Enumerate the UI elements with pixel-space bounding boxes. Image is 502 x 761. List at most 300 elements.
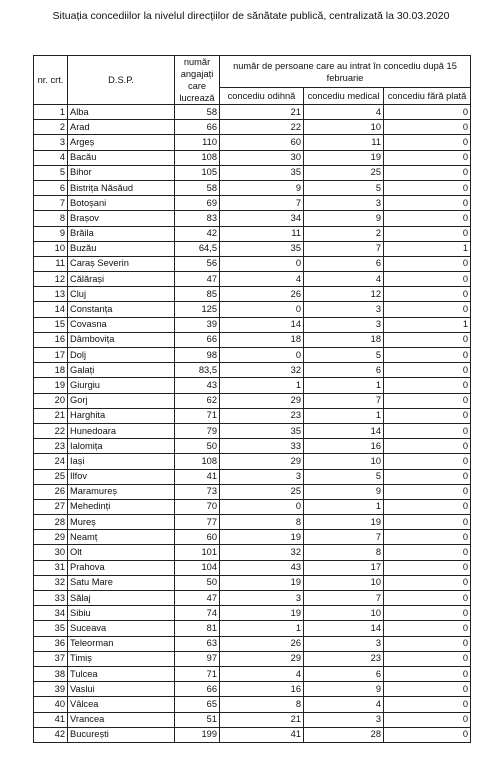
cell-dsp: Olt <box>68 545 175 560</box>
cell-medical-leave: 10 <box>304 575 384 590</box>
cell-nr: 40 <box>34 697 68 712</box>
cell-medical-leave: 1 <box>304 408 384 423</box>
table-row <box>34 636 471 651</box>
cell-rest-leave: 22 <box>220 120 304 135</box>
cell-dsp: Sălaj <box>68 591 175 606</box>
header-medical-leave: concediu medical <box>304 88 384 105</box>
cell-employees: 71 <box>175 666 220 681</box>
cell-dsp: Iași <box>68 454 175 469</box>
cell-nr: 4 <box>34 150 68 165</box>
table-row <box>34 317 471 332</box>
table-row <box>34 591 471 606</box>
cell-medical-leave: 11 <box>304 135 384 150</box>
table-row <box>34 378 471 393</box>
cell-unpaid-leave: 0 <box>384 287 471 302</box>
cell-dsp: Buzău <box>68 241 175 256</box>
cell-unpaid-leave: 0 <box>384 256 471 271</box>
cell-dsp: Mureș <box>68 515 175 530</box>
cell-employees: 105 <box>175 165 220 180</box>
cell-employees: 39 <box>175 317 220 332</box>
cell-unpaid-leave: 0 <box>384 530 471 545</box>
cell-employees: 51 <box>175 712 220 727</box>
cell-unpaid-leave: 0 <box>384 515 471 530</box>
cell-employees: 81 <box>175 621 220 636</box>
cell-unpaid-leave: 0 <box>384 469 471 484</box>
cell-medical-leave: 9 <box>304 484 384 499</box>
cell-unpaid-leave: 0 <box>384 363 471 378</box>
cell-nr: 19 <box>34 378 68 393</box>
cell-unpaid-leave: 0 <box>384 712 471 727</box>
cell-unpaid-leave: 0 <box>384 332 471 347</box>
table-row <box>34 423 471 438</box>
cell-dsp: Alba <box>68 105 175 120</box>
table-row <box>34 439 471 454</box>
cell-medical-leave: 3 <box>304 636 384 651</box>
table-row <box>34 621 471 636</box>
cell-medical-leave: 7 <box>304 393 384 408</box>
table-row <box>34 454 471 469</box>
cell-dsp: Covasna <box>68 317 175 332</box>
cell-rest-leave: 60 <box>220 135 304 150</box>
cell-nr: 42 <box>34 727 68 742</box>
cell-medical-leave: 28 <box>304 727 384 742</box>
cell-rest-leave: 3 <box>220 591 304 606</box>
cell-rest-leave: 0 <box>220 348 304 363</box>
cell-medical-leave: 14 <box>304 423 384 438</box>
cell-rest-leave: 35 <box>220 165 304 180</box>
table-body <box>34 105 471 743</box>
cell-nr: 8 <box>34 211 68 226</box>
cell-dsp: Bacău <box>68 150 175 165</box>
cell-dsp: Argeș <box>68 135 175 150</box>
cell-medical-leave: 17 <box>304 560 384 575</box>
cell-dsp: Vâlcea <box>68 697 175 712</box>
cell-unpaid-leave: 0 <box>384 499 471 514</box>
cell-medical-leave: 7 <box>304 530 384 545</box>
header-rest-leave: concediu odihnă <box>220 88 304 105</box>
cell-rest-leave: 0 <box>220 256 304 271</box>
cell-dsp: Caraș Severin <box>68 256 175 271</box>
cell-nr: 38 <box>34 666 68 681</box>
cell-employees: 101 <box>175 545 220 560</box>
table-row <box>34 196 471 211</box>
cell-medical-leave: 7 <box>304 241 384 256</box>
cell-employees: 62 <box>175 393 220 408</box>
cell-unpaid-leave: 0 <box>384 165 471 180</box>
cell-unpaid-leave: 0 <box>384 697 471 712</box>
cell-unpaid-leave: 0 <box>384 484 471 499</box>
cell-nr: 31 <box>34 560 68 575</box>
cell-unpaid-leave: 0 <box>384 196 471 211</box>
cell-medical-leave: 2 <box>304 226 384 241</box>
table-row <box>34 666 471 681</box>
cell-dsp: Bihor <box>68 165 175 180</box>
cell-dsp: București <box>68 727 175 742</box>
cell-rest-leave: 16 <box>220 682 304 697</box>
cell-dsp: Hunedoara <box>68 423 175 438</box>
cell-medical-leave: 1 <box>304 378 384 393</box>
cell-unpaid-leave: 0 <box>384 575 471 590</box>
cell-unpaid-leave: 0 <box>384 378 471 393</box>
cell-rest-leave: 35 <box>220 241 304 256</box>
cell-rest-leave: 32 <box>220 545 304 560</box>
cell-dsp: Constanța <box>68 302 175 317</box>
cell-medical-leave: 23 <box>304 651 384 666</box>
cell-medical-leave: 25 <box>304 165 384 180</box>
cell-medical-leave: 16 <box>304 439 384 454</box>
cell-medical-leave: 4 <box>304 697 384 712</box>
cell-unpaid-leave: 0 <box>384 180 471 195</box>
cell-medical-leave: 3 <box>304 302 384 317</box>
cell-medical-leave: 4 <box>304 272 384 287</box>
cell-medical-leave: 12 <box>304 287 384 302</box>
cell-nr: 41 <box>34 712 68 727</box>
cell-nr: 36 <box>34 636 68 651</box>
cell-nr: 32 <box>34 575 68 590</box>
cell-rest-leave: 0 <box>220 302 304 317</box>
header-dsp: D.S.P. <box>68 56 175 105</box>
cell-nr: 7 <box>34 196 68 211</box>
cell-dsp: Giurgiu <box>68 378 175 393</box>
cell-employees: 108 <box>175 150 220 165</box>
cell-rest-leave: 34 <box>220 211 304 226</box>
cell-medical-leave: 19 <box>304 150 384 165</box>
cell-medical-leave: 5 <box>304 180 384 195</box>
cell-employees: 56 <box>175 256 220 271</box>
cell-unpaid-leave: 0 <box>384 439 471 454</box>
cell-employees: 69 <box>175 196 220 211</box>
cell-unpaid-leave: 0 <box>384 560 471 575</box>
cell-rest-leave: 35 <box>220 423 304 438</box>
cell-medical-leave: 5 <box>304 469 384 484</box>
cell-unpaid-leave: 0 <box>384 348 471 363</box>
cell-dsp: Botoșani <box>68 196 175 211</box>
cell-nr: 1 <box>34 105 68 120</box>
cell-rest-leave: 29 <box>220 454 304 469</box>
table-row <box>34 105 471 120</box>
cell-medical-leave: 9 <box>304 211 384 226</box>
cell-dsp: Tulcea <box>68 666 175 681</box>
cell-dsp: Timiș <box>68 651 175 666</box>
cell-employees: 50 <box>175 439 220 454</box>
cell-dsp: Harghita <box>68 408 175 423</box>
cell-rest-leave: 29 <box>220 393 304 408</box>
cell-rest-leave: 18 <box>220 332 304 347</box>
table-row <box>34 226 471 241</box>
cell-employees: 64,5 <box>175 241 220 256</box>
cell-unpaid-leave: 0 <box>384 454 471 469</box>
table-row <box>34 606 471 621</box>
cell-unpaid-leave: 0 <box>384 120 471 135</box>
cell-employees: 77 <box>175 515 220 530</box>
table-row <box>34 256 471 271</box>
cell-rest-leave: 3 <box>220 469 304 484</box>
table-row <box>34 545 471 560</box>
document-title: Situația concediilor la nivelul direcțiilor de sănătate publică, centralizată la 30.03.2020 <box>52 10 450 22</box>
cell-dsp: Neamț <box>68 530 175 545</box>
cell-medical-leave: 1 <box>304 499 384 514</box>
cell-medical-leave: 6 <box>304 666 384 681</box>
cell-employees: 97 <box>175 651 220 666</box>
cell-dsp: Teleorman <box>68 636 175 651</box>
table-row <box>34 499 471 514</box>
table-row <box>34 712 471 727</box>
cell-unpaid-leave: 0 <box>384 302 471 317</box>
cell-dsp: Maramureș <box>68 484 175 499</box>
cell-nr: 29 <box>34 530 68 545</box>
cell-unpaid-leave: 0 <box>384 621 471 636</box>
cell-employees: 50 <box>175 575 220 590</box>
cell-unpaid-leave: 0 <box>384 636 471 651</box>
cell-rest-leave: 14 <box>220 317 304 332</box>
cell-medical-leave: 3 <box>304 712 384 727</box>
cell-employees: 199 <box>175 727 220 742</box>
cell-unpaid-leave: 0 <box>384 272 471 287</box>
cell-rest-leave: 8 <box>220 697 304 712</box>
cell-nr: 22 <box>34 423 68 438</box>
cell-nr: 13 <box>34 287 68 302</box>
cell-nr: 17 <box>34 348 68 363</box>
cell-dsp: Brașov <box>68 211 175 226</box>
header-nr: nr. crt. <box>34 56 68 105</box>
cell-nr: 10 <box>34 241 68 256</box>
cell-rest-leave: 26 <box>220 636 304 651</box>
cell-rest-leave: 19 <box>220 606 304 621</box>
table-row <box>34 211 471 226</box>
cell-nr: 12 <box>34 272 68 287</box>
cell-medical-leave: 3 <box>304 196 384 211</box>
cell-dsp: Brăila <box>68 226 175 241</box>
cell-nr: 15 <box>34 317 68 332</box>
cell-employees: 60 <box>175 530 220 545</box>
cell-rest-leave: 4 <box>220 666 304 681</box>
table-row <box>34 332 471 347</box>
table-row <box>34 150 471 165</box>
cell-rest-leave: 0 <box>220 499 304 514</box>
cell-nr: 5 <box>34 165 68 180</box>
cell-dsp: Sibiu <box>68 606 175 621</box>
cell-dsp: Dolj <box>68 348 175 363</box>
cell-employees: 66 <box>175 120 220 135</box>
cell-employees: 85 <box>175 287 220 302</box>
table-row <box>34 241 471 256</box>
cell-employees: 98 <box>175 348 220 363</box>
cell-employees: 110 <box>175 135 220 150</box>
table-row <box>34 727 471 742</box>
cell-dsp: Prahova <box>68 560 175 575</box>
header-unpaid-leave: concediu fără plată <box>384 88 471 105</box>
table-row <box>34 560 471 575</box>
cell-dsp: Vrancea <box>68 712 175 727</box>
cell-employees: 66 <box>175 682 220 697</box>
cell-dsp: Ilfov <box>68 469 175 484</box>
cell-rest-leave: 8 <box>220 515 304 530</box>
table-row <box>34 575 471 590</box>
cell-medical-leave: 19 <box>304 515 384 530</box>
cell-employees: 66 <box>175 332 220 347</box>
cell-dsp: Dâmbovița <box>68 332 175 347</box>
cell-dsp: Gorj <box>68 393 175 408</box>
table-row <box>34 135 471 150</box>
table-row <box>34 682 471 697</box>
cell-nr: 16 <box>34 332 68 347</box>
cell-nr: 18 <box>34 363 68 378</box>
cell-nr: 34 <box>34 606 68 621</box>
cell-medical-leave: 4 <box>304 105 384 120</box>
cell-employees: 70 <box>175 499 220 514</box>
cell-employees: 79 <box>175 423 220 438</box>
cell-dsp: Ialomița <box>68 439 175 454</box>
cell-rest-leave: 21 <box>220 712 304 727</box>
cell-employees: 42 <box>175 226 220 241</box>
cell-nr: 20 <box>34 393 68 408</box>
cell-unpaid-leave: 0 <box>384 727 471 742</box>
cell-nr: 26 <box>34 484 68 499</box>
cell-unpaid-leave: 0 <box>384 666 471 681</box>
cell-nr: 25 <box>34 469 68 484</box>
cell-rest-leave: 7 <box>220 196 304 211</box>
cell-unpaid-leave: 0 <box>384 226 471 241</box>
cell-unpaid-leave: 0 <box>384 651 471 666</box>
cell-rest-leave: 11 <box>220 226 304 241</box>
table-row <box>34 287 471 302</box>
table-row <box>34 165 471 180</box>
cell-rest-leave: 19 <box>220 530 304 545</box>
cell-rest-leave: 43 <box>220 560 304 575</box>
cell-nr: 21 <box>34 408 68 423</box>
cell-medical-leave: 10 <box>304 454 384 469</box>
cell-dsp: Arad <box>68 120 175 135</box>
cell-medical-leave: 6 <box>304 256 384 271</box>
cell-employees: 71 <box>175 408 220 423</box>
cell-employees: 47 <box>175 272 220 287</box>
cell-employees: 108 <box>175 454 220 469</box>
cell-rest-leave: 4 <box>220 272 304 287</box>
cell-rest-leave: 1 <box>220 621 304 636</box>
cell-medical-leave: 14 <box>304 621 384 636</box>
cell-nr: 3 <box>34 135 68 150</box>
cell-employees: 58 <box>175 105 220 120</box>
cell-medical-leave: 10 <box>304 120 384 135</box>
cell-unpaid-leave: 0 <box>384 105 471 120</box>
cell-medical-leave: 10 <box>304 606 384 621</box>
cell-nr: 6 <box>34 180 68 195</box>
table-row <box>34 469 471 484</box>
cell-medical-leave: 18 <box>304 332 384 347</box>
table-row <box>34 302 471 317</box>
cell-unpaid-leave: 0 <box>384 682 471 697</box>
cell-unpaid-leave: 0 <box>384 545 471 560</box>
cell-rest-leave: 25 <box>220 484 304 499</box>
cell-employees: 65 <box>175 697 220 712</box>
table-row <box>34 393 471 408</box>
cell-employees: 83 <box>175 211 220 226</box>
table-row <box>34 408 471 423</box>
cell-rest-leave: 26 <box>220 287 304 302</box>
cell-employees: 74 <box>175 606 220 621</box>
cell-nr: 33 <box>34 591 68 606</box>
cell-dsp: Galați <box>68 363 175 378</box>
cell-medical-leave: 7 <box>304 591 384 606</box>
leave-table <box>33 55 471 743</box>
header-group: număr de persoane care au intrat în concediu după 15 februarie <box>220 56 471 88</box>
cell-unpaid-leave: 0 <box>384 393 471 408</box>
cell-medical-leave: 5 <box>304 348 384 363</box>
cell-unpaid-leave: 0 <box>384 150 471 165</box>
table-row <box>34 515 471 530</box>
cell-dsp: Cluj <box>68 287 175 302</box>
cell-rest-leave: 29 <box>220 651 304 666</box>
cell-nr: 23 <box>34 439 68 454</box>
cell-dsp: Vaslui <box>68 682 175 697</box>
cell-rest-leave: 30 <box>220 150 304 165</box>
cell-dsp: Satu Mare <box>68 575 175 590</box>
cell-employees: 104 <box>175 560 220 575</box>
table-row <box>34 484 471 499</box>
table-row <box>34 651 471 666</box>
table-row <box>34 530 471 545</box>
cell-nr: 35 <box>34 621 68 636</box>
cell-dsp: Călărași <box>68 272 175 287</box>
cell-rest-leave: 9 <box>220 180 304 195</box>
cell-nr: 24 <box>34 454 68 469</box>
cell-unpaid-leave: 0 <box>384 591 471 606</box>
cell-dsp: Suceava <box>68 621 175 636</box>
cell-employees: 63 <box>175 636 220 651</box>
cell-nr: 30 <box>34 545 68 560</box>
cell-medical-leave: 6 <box>304 363 384 378</box>
cell-unpaid-leave: 0 <box>384 211 471 226</box>
cell-rest-leave: 21 <box>220 105 304 120</box>
cell-unpaid-leave: 0 <box>384 423 471 438</box>
cell-employees: 125 <box>175 302 220 317</box>
cell-rest-leave: 32 <box>220 363 304 378</box>
cell-unpaid-leave: 0 <box>384 606 471 621</box>
cell-nr: 27 <box>34 499 68 514</box>
cell-nr: 11 <box>34 256 68 271</box>
cell-rest-leave: 1 <box>220 378 304 393</box>
cell-employees: 41 <box>175 469 220 484</box>
cell-unpaid-leave: 1 <box>384 241 471 256</box>
cell-unpaid-leave: 1 <box>384 317 471 332</box>
cell-employees: 43 <box>175 378 220 393</box>
cell-nr: 39 <box>34 682 68 697</box>
table-row <box>34 697 471 712</box>
cell-rest-leave: 23 <box>220 408 304 423</box>
cell-employees: 73 <box>175 484 220 499</box>
cell-dsp: Mehedinți <box>68 499 175 514</box>
cell-nr: 14 <box>34 302 68 317</box>
cell-unpaid-leave: 0 <box>384 408 471 423</box>
cell-medical-leave: 8 <box>304 545 384 560</box>
cell-nr: 37 <box>34 651 68 666</box>
cell-rest-leave: 41 <box>220 727 304 742</box>
cell-dsp: Bistrița Năsăud <box>68 180 175 195</box>
cell-nr: 2 <box>34 120 68 135</box>
cell-unpaid-leave: 0 <box>384 135 471 150</box>
cell-employees: 58 <box>175 180 220 195</box>
cell-rest-leave: 19 <box>220 575 304 590</box>
cell-medical-leave: 3 <box>304 317 384 332</box>
table-row <box>34 180 471 195</box>
cell-employees: 83,5 <box>175 363 220 378</box>
cell-medical-leave: 9 <box>304 682 384 697</box>
cell-nr: 28 <box>34 515 68 530</box>
table-row <box>34 363 471 378</box>
table-row <box>34 120 471 135</box>
cell-rest-leave: 33 <box>220 439 304 454</box>
header-employees: număr angajați care lucrează <box>175 56 220 105</box>
